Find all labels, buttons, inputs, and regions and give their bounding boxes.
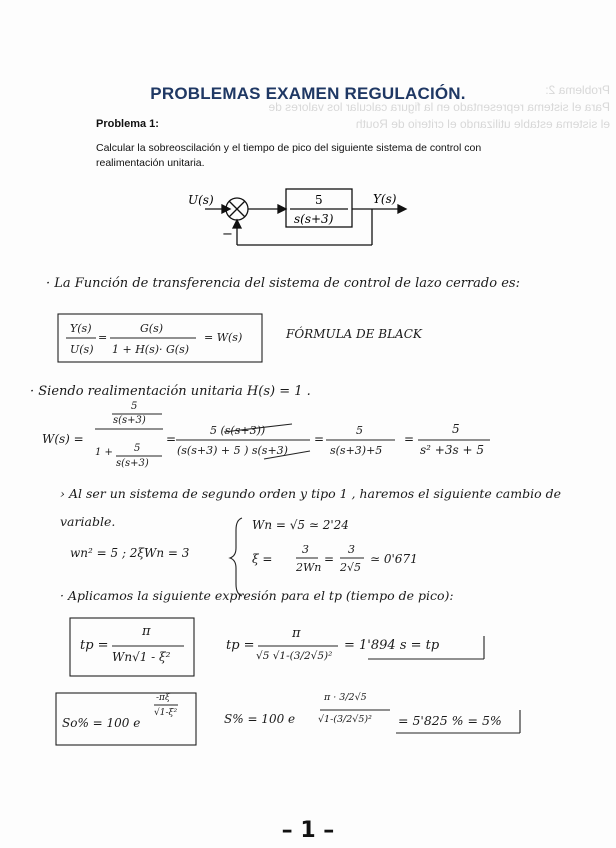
tp-formula-num: π — [142, 624, 151, 639]
diagram-input-label: U(s) — [188, 193, 214, 207]
black-mid-denominator: 1 + H(s)· G(s) — [112, 343, 190, 356]
w-eq-3: = — [404, 432, 415, 446]
so-sub-den: √1-(3/2√5)² — [318, 714, 372, 725]
black-lhs-denominator: U(s) — [70, 343, 94, 356]
xi-num-1: 3 — [302, 543, 309, 556]
block-denominator: s(s+3) — [294, 212, 334, 226]
w-eq-1: = — [166, 432, 177, 446]
black-lhs-numerator: Y(s) — [70, 322, 92, 335]
note-second-order: › Al ser un sistema de segundo orden y tipo 1 , haremos el siguiente cambio de — [60, 486, 561, 501]
diagram-output-label: Y(s) — [373, 192, 397, 206]
xi-lhs: ξ = — [252, 552, 273, 566]
frac1-den-den: s(s+3) — [116, 458, 149, 469]
diagram-minus-sign: − — [222, 227, 233, 242]
bleed-line-1: Problema 2: — [545, 83, 610, 97]
frac1-den-num: 5 — [134, 443, 141, 454]
summing-junction — [226, 198, 248, 220]
xi-value: ≃ 0'671 — [370, 552, 418, 566]
so-sub-num: π · 3/2√5 — [324, 692, 367, 703]
frac1-den-pre: 1 + — [95, 447, 113, 458]
so-exp-num: -πξ — [156, 693, 170, 703]
problem-statement: Calcular la sobreoscilación y el tiempo de pico del siguiente sistema de control con realimentación unitaria. — [96, 142, 482, 169]
black-mid-numerator: G(s) — [140, 322, 164, 335]
problem-label: Problema 1: — [96, 118, 159, 130]
bleed-line-3: el sistema estable utilizando el criterio de Routh — [355, 117, 610, 131]
frac4-num: 5 — [452, 422, 460, 436]
so-sub-lhs: S% = 100 e — [224, 712, 296, 726]
so-exp-den: √1-ξ² — [154, 708, 178, 718]
page-title: PROBLEMAS EXAMEN REGULACIÓN. — [150, 84, 466, 103]
black-rhs: = W(s) — [204, 331, 243, 344]
black-formula-label: FÓRMULA DE BLACK — [286, 327, 422, 341]
note-unity-feedback: · Siendo realimentación unitaria H(s) = 1 . — [30, 384, 311, 399]
wn-relations: wn² = 5 ; 2ξWn = 3 — [70, 546, 190, 560]
black-eq-sign: = — [98, 331, 108, 344]
w-lhs: W(s) = — [42, 432, 84, 446]
transfer-block — [286, 189, 352, 227]
frac3-den: s(s+3)+5 — [330, 444, 383, 457]
page-number: – 1 – — [281, 818, 335, 843]
tp-sub-lhs: tp = — [226, 638, 255, 653]
bleed-line-2: Para el sistema representado en la figura calcular los valores de — [268, 100, 610, 114]
tp-sub-den: √5 √1-(3/2√5)² — [256, 650, 333, 662]
tp-result: = 1'894 s = tp — [344, 638, 440, 653]
w-eq-2: = — [314, 432, 325, 446]
note-variable: variable. — [60, 514, 116, 529]
tp-formula-den: Wn√1 - ξ² — [112, 650, 171, 664]
xi-den-1: 2Wn — [296, 561, 322, 574]
tp-formula-lhs: tp = — [80, 638, 109, 653]
note-transfer-function: · La Función de transferencia del sistema de control de lazo cerrado es: — [46, 276, 520, 291]
tp-sub-num: π — [292, 626, 301, 641]
frac1-num: 5 — [131, 401, 138, 412]
frac4-den: s² +3s + 5 — [420, 443, 484, 457]
wn-value: Wn = √5 ≃ 2'24 — [252, 518, 349, 532]
so-result: = 5'825 % = 5% — [398, 713, 502, 728]
xi-num-2: 3 — [348, 543, 355, 556]
frac1-num-den: s(s+3) — [113, 415, 146, 426]
note-peak-time: · Aplicamos la siguiente expresión para el tp (tiempo de pico): — [60, 588, 454, 603]
frac3-num: 5 — [356, 424, 363, 437]
block-numerator: 5 — [315, 193, 323, 207]
xi-den-2: 2√5 — [340, 561, 362, 574]
so-formula-lhs: So% = 100 e — [62, 716, 141, 730]
xi-eq: = — [324, 552, 335, 566]
frac2-den: (s(s+3) + 5 ) s(s+3) — [177, 444, 288, 457]
frac2-num: 5 (s(s+3)) — [210, 424, 266, 437]
